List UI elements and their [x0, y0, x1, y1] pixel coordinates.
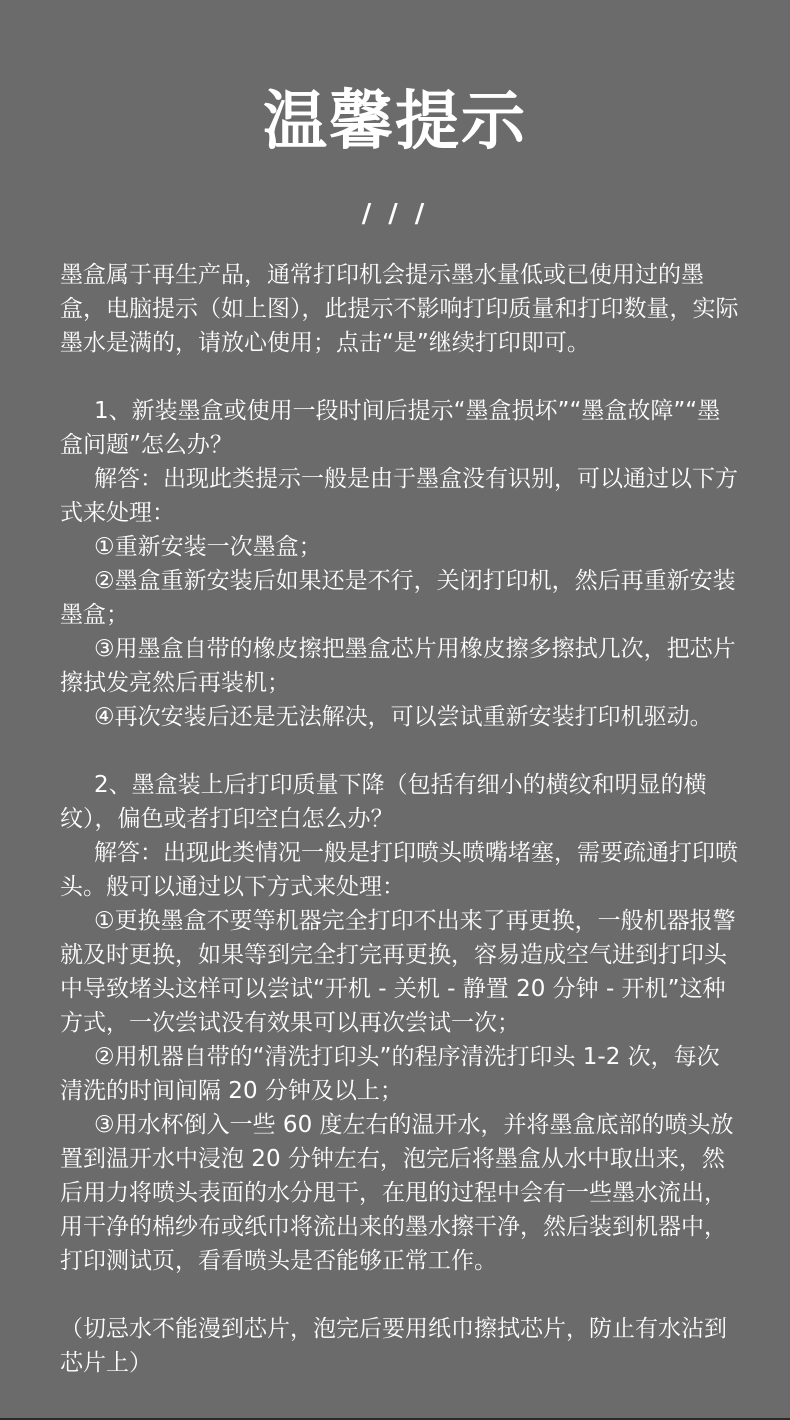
- spacer: [60, 360, 740, 394]
- q1-step-2: ②墨盒重新安装后如果还是不行，关闭打印机，然后再重新安装墨盒；: [60, 568, 736, 628]
- answer-2: 解答：出现此类情况一般是打印喷头喷嘴堵塞，需要疏通打印喷头。般可以通过以下方式来处理：: [60, 840, 738, 900]
- spacer: [60, 1278, 740, 1312]
- title-divider: / / /: [361, 199, 429, 229]
- question-2: 2、墨盒装上后打印质量下降（包括有细小的横纹和明显的横纹），偏色或者打印空白怎么办？: [60, 772, 707, 832]
- q2-step-2: ②用机器自带的“清洗打印头”的程序清洗打印头 1-2 次，每次清洗的时间间隔 20 分钟及以上；: [60, 1044, 720, 1104]
- q2-step-1: ①更换墨盒不要等机器完全打印不出来了再更换，一般机器报警就及时更换，如果等到完全打完再更换，容易造成空气进到打印头中导致堵头这样可以尝试“开机 - 关机 - 静置 20 分钟 - 开机”这种方式，一次尝试没有效果可以再次尝试一次；: [60, 908, 736, 1036]
- spacer: [60, 734, 740, 768]
- page-title: 温馨提示: [263, 85, 527, 159]
- caution-note: （切忌水不能漫到芯片，泡完后要用纸巾擦拭芯片，防止有水沾到芯片上）: [60, 1316, 727, 1376]
- answer-1: 解答：出现此类提示一般是由于墨盒没有识别，可以通过以下方式来处理：: [60, 466, 738, 526]
- q1-step-1: ①重新安装一次墨盒；: [94, 534, 322, 560]
- q2-step-3: ③用水杯倒入一些 60 度左右的温开水，并将墨盒底部的喷头放置到温开水中浸泡 20 分钟左右，泡完后将墨盒从水中取出来，然后用力将喷头表面的水分甩干，在甩的过程中会有一些墨水流出，用干净的棉纱布或纸巾将流出来的墨水擦干净，然后装到机器中，打印测试页，看看喷头是否能够正常工作。: [60, 1112, 734, 1274]
- intro-paragraph: 墨盒属于再生产品，通常打印机会提示墨水量低或已使用过的墨盒，电脑提示（如上图），此提示不影响打印质量和打印数量，实际墨水是满的，请放心使用；点击“是”继续打印即可。: [60, 262, 739, 356]
- q1-step-3: ③用墨盒自带的橡皮擦把墨盒芯片用橡皮擦多擦拭几次，把芯片擦拭发亮然后再装机；: [60, 636, 736, 696]
- notice-content: [60, 258, 740, 1380]
- question-1: 1、新装墨盒或使用一段时间后提示“墨盒损坏”“墨盒故障”“墨盒问题”怎么办？: [60, 398, 721, 458]
- q1-step-4: ④再次安装后还是无法解决，可以尝试重新安装打印机驱动。: [94, 704, 713, 730]
